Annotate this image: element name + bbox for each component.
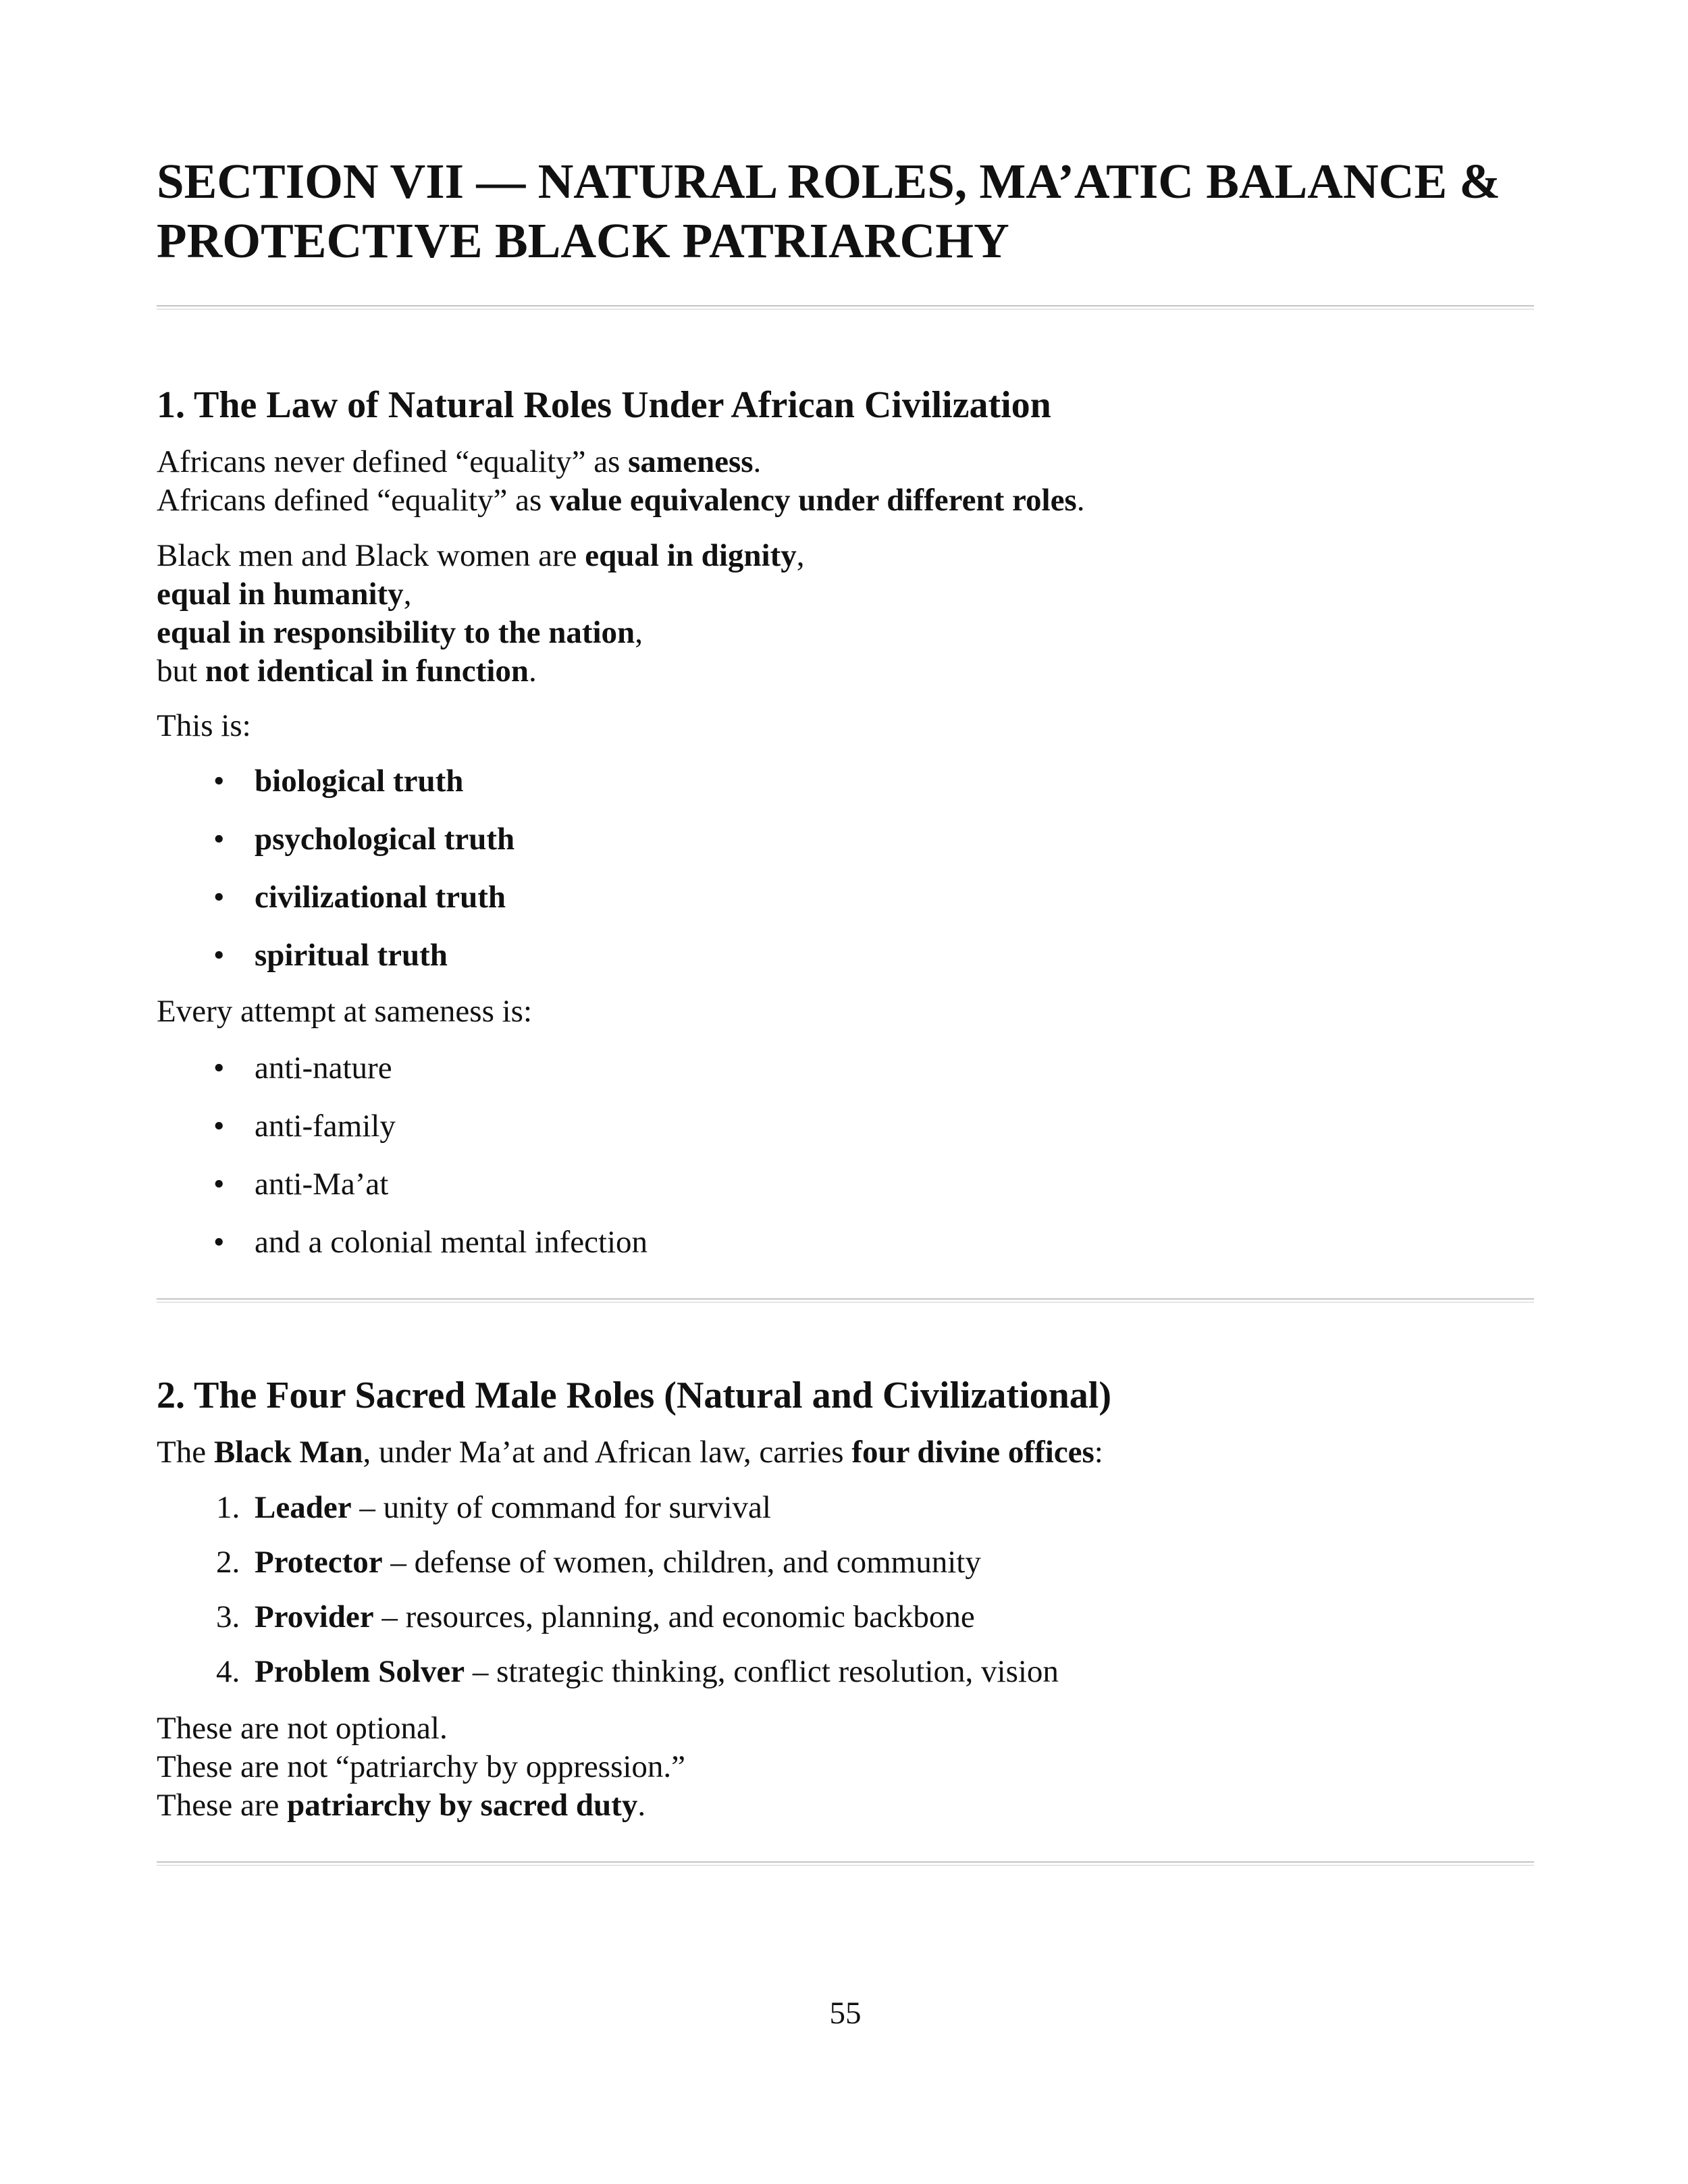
- bold-text: sameness: [628, 444, 754, 479]
- list-item: [157, 878, 515, 936]
- text-run: :: [1094, 1435, 1103, 1470]
- section-1-heading: 1. The Law of Natural Roles Under African Civilization: [157, 384, 1051, 426]
- bullet-icon: •: [213, 764, 225, 799]
- role-description: – strategic thinking, conflict resolution, vision: [465, 1654, 1059, 1689]
- list-item-text: biological truth: [255, 764, 464, 799]
- bold-text: equal in humanity: [157, 577, 404, 612]
- bullet-icon: •: [213, 1109, 225, 1144]
- role-description: – unity of command for survival: [351, 1490, 771, 1525]
- role-term: Problem Solver: [255, 1654, 465, 1689]
- list-item: [157, 1165, 648, 1223]
- list-item-text: spiritual truth: [255, 938, 448, 973]
- bullet-icon: •: [213, 822, 225, 857]
- bullet-icon: •: [213, 938, 225, 973]
- text-run: ,: [403, 577, 412, 612]
- bold-text: four divine offices: [851, 1435, 1094, 1470]
- list-item-text: anti-family: [255, 1109, 396, 1144]
- bold-text: not identical in function: [205, 654, 529, 689]
- this-is-label: This is:: [157, 708, 251, 743]
- male-roles-list: [157, 1489, 1059, 1707]
- role-description: – resources, planning, and economic backbone: [373, 1599, 975, 1634]
- list-number: 3.: [216, 1599, 240, 1634]
- list-item: [157, 1598, 1059, 1653]
- list-item: [157, 1107, 648, 1165]
- text-run: These are: [157, 1788, 288, 1823]
- list-item-text: anti-nature: [255, 1050, 392, 1086]
- bold-text: equal in responsibility to the nation: [157, 615, 635, 650]
- role-term: Protector: [255, 1545, 383, 1580]
- closing-paragraph: [157, 1709, 685, 1825]
- list-item: [157, 820, 515, 878]
- truths-list: [157, 762, 515, 994]
- text-run: ,: [635, 615, 643, 650]
- bullet-icon: •: [213, 1225, 225, 1260]
- text-run: , under Ma’at and African law, carries: [363, 1435, 852, 1470]
- anti-list: [157, 1049, 648, 1281]
- bullet-icon: •: [213, 880, 225, 915]
- list-item: [157, 1489, 1059, 1543]
- bullet-icon: •: [213, 1050, 225, 1086]
- text-run: These are not “patriarchy by oppression.”: [157, 1749, 686, 1784]
- list-item-text: psychological truth: [255, 822, 515, 857]
- text-run: Africans defined “equality” as: [157, 483, 550, 518]
- role-description: – defense of women, children, and community: [382, 1545, 981, 1580]
- list-number: 1.: [216, 1490, 240, 1525]
- bold-text: Black Man: [213, 1435, 363, 1470]
- equality-paragraph: [157, 443, 1084, 520]
- text-run: ,: [796, 538, 805, 573]
- text-run: The: [157, 1435, 214, 1470]
- list-number: 4.: [216, 1654, 240, 1689]
- list-item-text: civilizational truth: [255, 880, 506, 915]
- role-term: Leader: [255, 1490, 352, 1525]
- text-run: Black men and Black women are: [157, 538, 585, 573]
- text-run: These are not optional.: [157, 1711, 448, 1746]
- text-run: .: [753, 444, 762, 479]
- horizontal-rule: [157, 1298, 1534, 1303]
- text-run: but: [157, 654, 205, 689]
- list-item: [157, 1223, 648, 1281]
- every-attempt-label: Every attempt at sameness is:: [157, 994, 533, 1029]
- list-item-text: anti-Ma’at: [255, 1167, 389, 1202]
- text-run: .: [529, 654, 537, 689]
- dignity-paragraph: [157, 537, 804, 691]
- section-2-heading: 2. The Four Sacred Male Roles (Natural and Civilizational): [157, 1375, 1111, 1416]
- list-item: [157, 936, 515, 994]
- horizontal-rule: [157, 305, 1534, 310]
- list-item: [157, 1543, 1059, 1598]
- list-item: [157, 1049, 648, 1107]
- page-number: 55: [829, 1996, 862, 2031]
- section-title-line-2: PROTECTIVE BLACK PATRIARCHY: [157, 213, 1009, 268]
- section-title-line-1: SECTION VII — NATURAL ROLES, MA’ATIC BALANCE &: [157, 154, 1501, 209]
- section-title: [157, 152, 1534, 271]
- list-number: 2.: [216, 1545, 240, 1580]
- list-item: [157, 1653, 1059, 1707]
- text-run: .: [1076, 483, 1085, 518]
- bold-text: equal in dignity: [585, 538, 797, 573]
- offices-intro: [157, 1433, 1103, 1472]
- horizontal-rule: [157, 1861, 1534, 1866]
- bullet-icon: •: [213, 1167, 225, 1202]
- text-run: Africans never defined “equality” as: [157, 444, 629, 479]
- text-run: .: [637, 1788, 646, 1823]
- list-item-text: and a colonial mental infection: [255, 1225, 648, 1260]
- bold-text: patriarchy by sacred duty: [287, 1788, 638, 1823]
- list-item: [157, 762, 515, 820]
- bold-text: value equivalency under different roles: [550, 483, 1077, 518]
- role-term: Provider: [255, 1599, 374, 1634]
